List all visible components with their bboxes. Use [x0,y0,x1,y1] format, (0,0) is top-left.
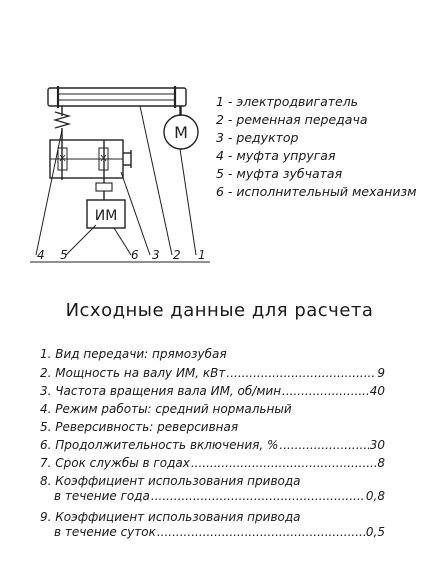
item-text: 5. Реверсивность: реверсивная [40,420,239,434]
list-item [40,474,385,504]
item-value: 8 [377,456,385,470]
executive-mechanism [87,191,125,228]
item-text-cont: в течение года [54,489,150,503]
list-item [40,402,385,417]
gearbox [50,138,131,183]
callout-2: 2 [173,248,181,262]
item-value: 0,8 [365,489,385,503]
list-item [40,366,385,381]
callout-1: 1 [198,248,206,262]
item-text: 2. Мощность на валу ИМ, кВт [40,366,226,380]
item-text: 1. Вид передачи: прямозубая [40,347,227,361]
callout-4: 4 [37,248,45,262]
list-item [40,347,385,362]
callout-6: 6 [131,248,139,262]
item-value: 0,5 [365,525,385,539]
legend-item-6: 6 - исполнительный механизм [216,184,417,199]
dot-leader [279,438,368,453]
item-text: 6. Продолжительность включения, % [40,438,279,452]
gear-coupling [96,183,112,191]
section-title: Исходные данные для расчета [65,300,374,321]
motor-label: M [174,123,188,142]
electric-motor [164,106,198,149]
dot-leader [151,489,365,504]
im-label: ИМ [94,208,118,224]
list-item [40,438,385,453]
list-item [40,384,385,399]
dot-leader [191,456,377,471]
item-value: 9 [377,366,385,380]
list-item [40,456,385,471]
legend-item-3: 3 - редуктор [216,130,299,145]
item-text: 9. Коэффициент использования привода [40,510,301,524]
callout-3: 3 [152,248,160,262]
item-text: 3. Частота вращения вала ИМ, об/мин [40,384,282,398]
legend-item-2: 2 - ременная передача [216,112,368,127]
item-text: 7. Срок службы в годах [40,456,190,470]
legend-item-5: 5 - муфта зубчатая [216,166,343,181]
item-text-cont: в течение суток [54,525,156,539]
dot-leader [282,384,369,399]
callout-5: 5 [60,248,68,262]
legend-item-1: 1 - электродвигатель [216,94,359,109]
list-item [40,510,385,540]
legend-item-4: 4 - муфта упругая [216,148,336,163]
item-text: 8. Коэффициент использования привода [40,474,301,488]
belt-drive [48,86,186,108]
list-item [40,420,385,435]
item-value: 30 [369,438,385,452]
dot-leader [157,525,365,540]
dot-leader [226,366,376,381]
item-text: 4. Режим работы: средний нормальный [40,402,292,416]
item-value: 40 [369,384,385,398]
